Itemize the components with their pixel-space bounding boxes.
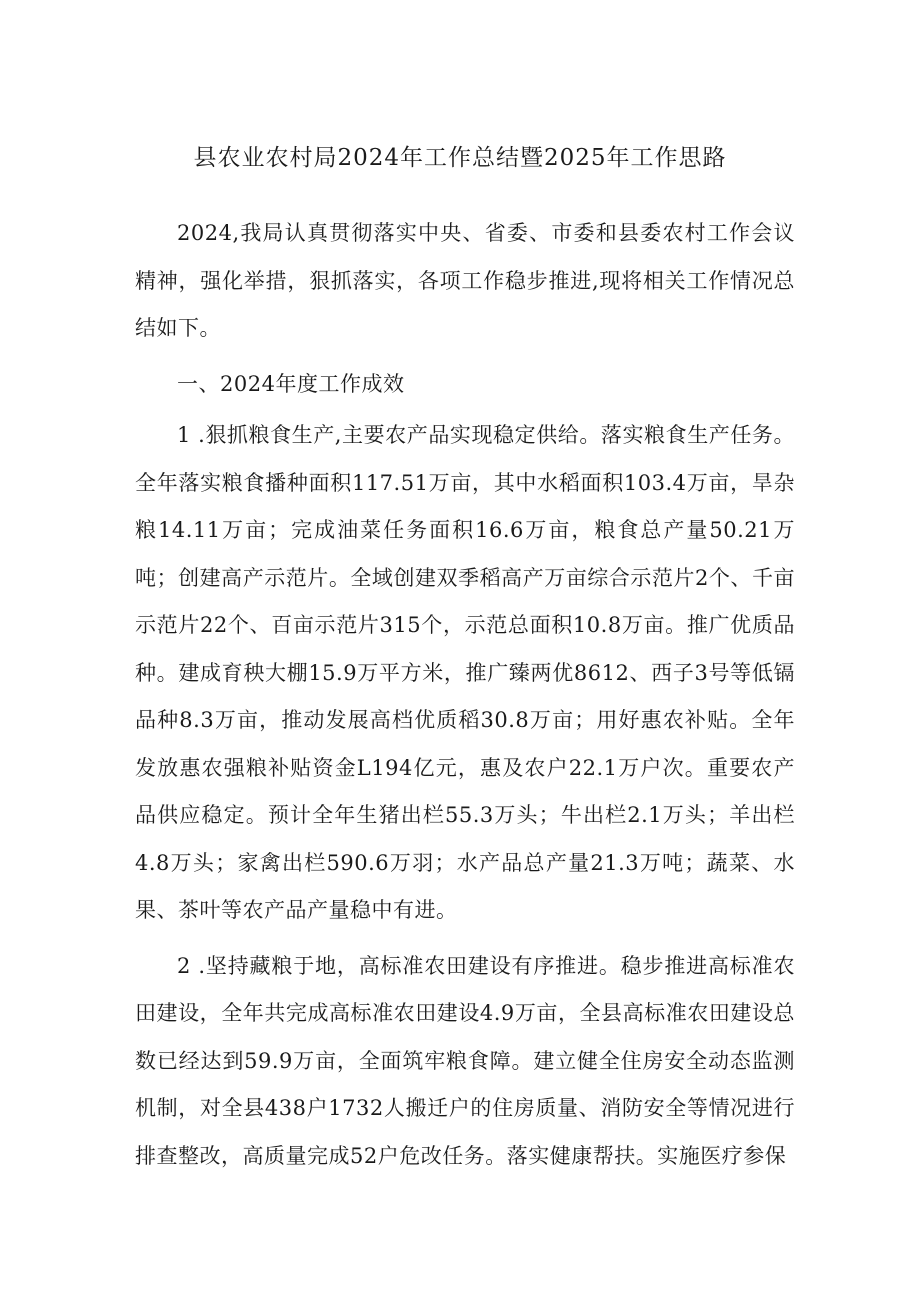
- document-body: [135, 210, 795, 1188]
- paragraph-grain-production: 1 .狠抓粮食生产,主要农产品实现稳定供给。落实粮食生产任务。全年落实粮食播种面积117.51万亩，其中水稻面积103.4万亩，旱杂粮14.11万亩；完成油菜任务面积16.6万亩，粮食总产量50.21万吨；创建高产示范片。全域创建双季稻高产万亩综合示范片2个、千亩示范片22个、百亩示范片315个，示范总面积10.8万亩。推广优质品种。建成育秧大棚15.9万平方米，推广臻两优8612、西子3号等低镉品种8.3万亩，推动发展高档优质稻30.8万亩；用好惠农补贴。全年发放惠农强粮补贴资金L194亿元，惠及农户22.1万户次。重要农产品供应稳定。预计全年生猪出栏55.3万头；牛出栏2.1万头；羊出栏4.8万头；家禽出栏590.6万羽；水产品总产量21.3万吨；蔬菜、水果、茶叶等农产品产量稳中有进。: [135, 423, 795, 922]
- intro-paragraph: 2024,我局认真贯彻落实中央、省委、市委和县委农村工作会议精神，强化举措，狠抓落实，各项工作稳步推进,现将相关工作情况总结如下。: [135, 221, 795, 340]
- document-title: 县农业农村局2024年工作总结暨2025年工作思路: [193, 145, 727, 171]
- section-heading: 一、2024年度工作成效: [177, 371, 405, 396]
- paragraph-farmland-construction: 2 .坚持藏粮于地，高标准农田建设有序推进。稳步推进高标准农田建设，全年共完成高标准农田建设4.9万亩，全县高标准农田建设总数已经达到59.9万亩，全面筑牢粮食障。建立健全住房安全动态监测机制，对全县438户1732人搬迁户的住房质量、消防安全等情况进行排查整改，高质量完成52户危改任务。落实健康帮扶。实施医疗参保: [135, 953, 795, 1168]
